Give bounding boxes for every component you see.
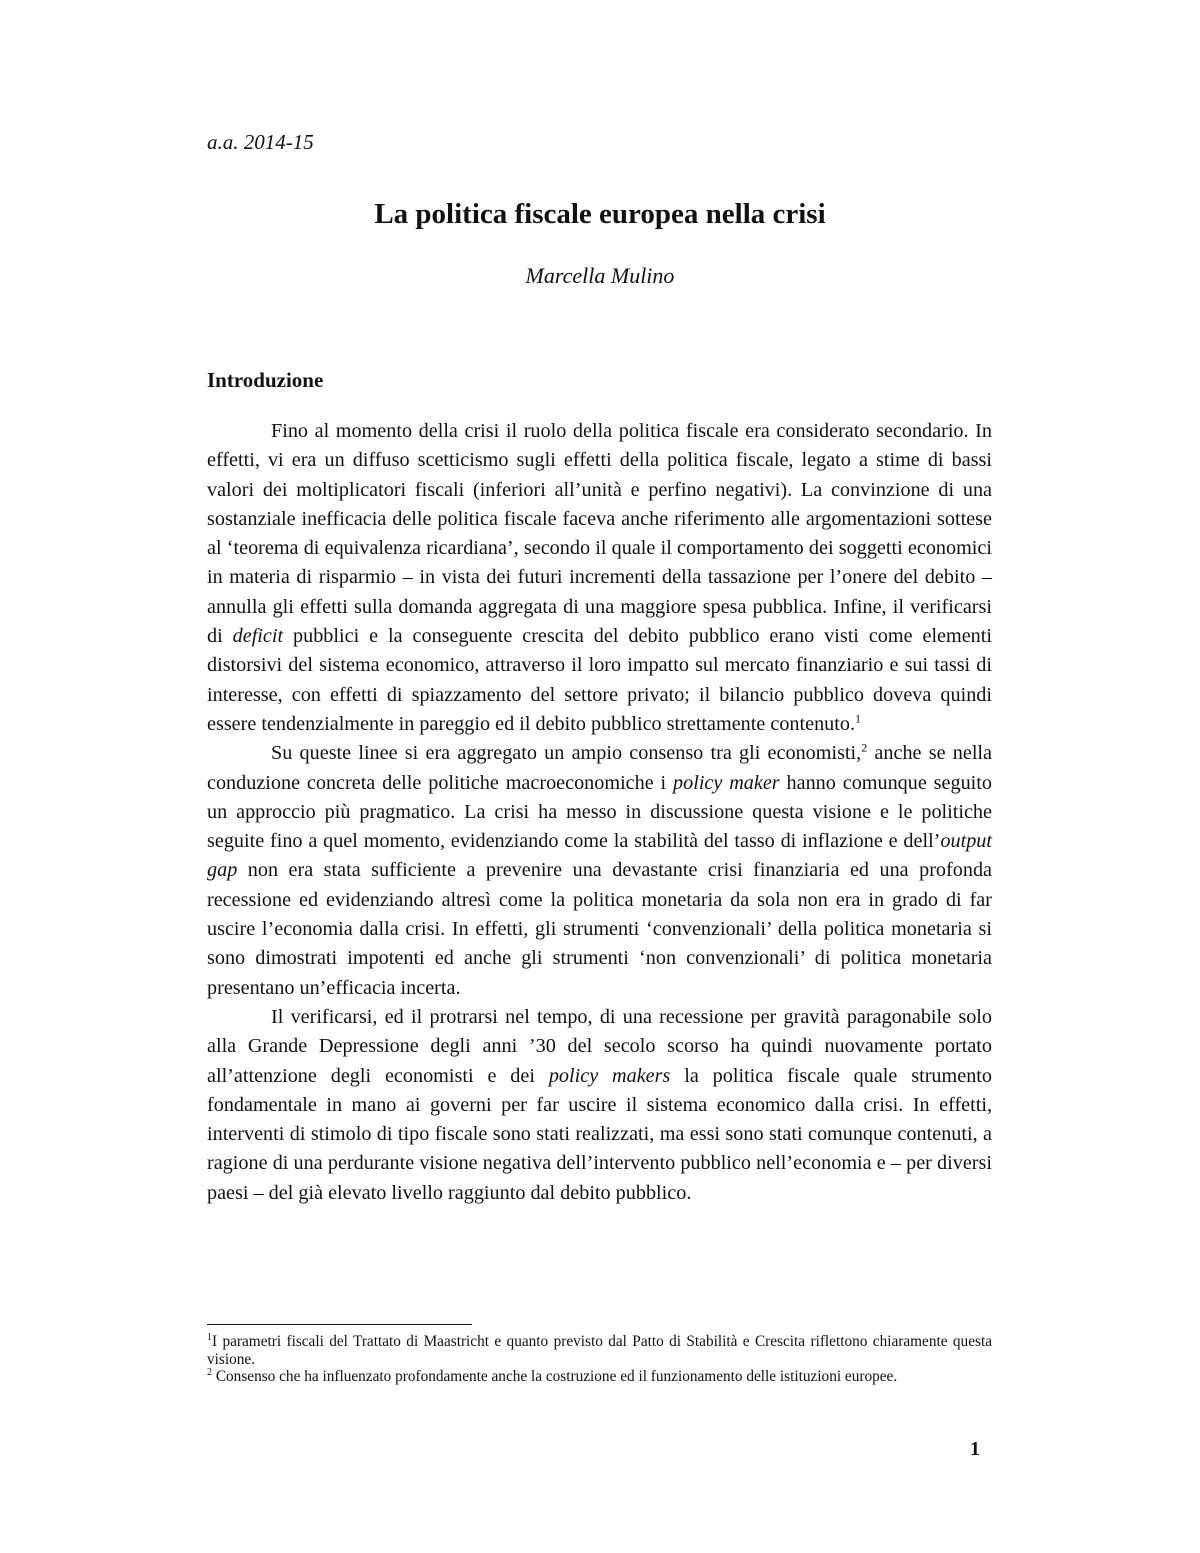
paragraph-3: Il verificarsi, ed il protrarsi nel tempo, di una recessione per gravità paragonabile solo alla Grande Depressione degli anni ’30 del secolo scorso ha quindi nuovamente portato all’attenzione degli economisti e dei policy makers la politica fiscale quale strumento fondamentale in mano ai governi per far uscire il sistema economico dalla crisi. In effetti, interventi di stimolo di tipo fiscale sono stati realizzati, ma essi sono stati comunque contenuti, a ragione di una perdurante visione negativa dell’intervento pubblico nell’economia e – per diversi paesi – del già elevato livello raggiunto dal debito pubblico. bbox=[207, 1005, 992, 1204]
emphasis-deficit: deficit bbox=[232, 625, 284, 648]
footnote-divider bbox=[207, 1324, 472, 1325]
paragraph-1: Fino al momento della crisi il ruolo della politica fiscale era considerato secondario. In effetti, vi era un diffuso scetticismo sugli effetti della politica fiscale, legato a stime di bassi valori dei moltiplicatori fiscali (inferiori all’unità e perfino negativi). La convinzione di una sostanziale inefficacia delle politica fiscale faceva anche riferimento alle argomentazioni sottese al ‘teorema di equivalenza ricardiana’, secondo il quale il comportamento dei soggetti economici in materia di risparmio – in vista dei futuri incrementi della tassazione per l’onere del debito – annulla gli effetti sulla domanda aggregata di una maggiore spesa pubblica. Infine, il verificarsi di deficit pubblici e la conseguente crescita del debito pubblico erano visti come elementi distorsivi del sistema economico, attraverso il loro impatto sul mercato finanziario e sui tassi di interesse, con effetti di spiazzamento del settore privato; il bilancio pubblico doveva quindi essere tendenzialmente in pareggio ed il debito pubblico strettamente contenuto.$^1$ bbox=[207, 420, 992, 735]
emphasis-policy-maker: policy maker bbox=[673, 771, 780, 794]
academic-year: a.a. 2014-15 bbox=[207, 130, 314, 154]
footnote-number-2: 2 bbox=[207, 1366, 212, 1378]
emphasis-policy-makers: policy makers bbox=[548, 1064, 671, 1087]
footnotes bbox=[207, 1333, 992, 1386]
author-name: Marcella Mulino bbox=[525, 263, 675, 288]
document-title: La politica fiscale europea nella crisi bbox=[374, 198, 826, 230]
emphasis-output-gap: output gap bbox=[207, 830, 992, 882]
body-text bbox=[207, 417, 992, 1208]
footnote-2: $^2$ Consenso che ha influenzato profondamente anche la costruzione ed il funzionamento delle istituzioni europee. bbox=[207, 1366, 898, 1385]
page-number: 1 bbox=[970, 1438, 980, 1460]
footnote-1: $^1$I parametri fiscali del Trattato di Maastricht e quanto previsto dal Patto di Stabilità e Crescita riflettono chiaramente questa visione. bbox=[207, 1331, 992, 1368]
footnote-ref-2[interactable]: 2 bbox=[861, 740, 868, 755]
footnote-number-1: 1 bbox=[207, 1331, 212, 1343]
footnote-ref-1[interactable]: 1 bbox=[855, 711, 862, 726]
section-heading: Introduzione bbox=[207, 368, 324, 392]
paragraph-2: Su queste linee si era aggregato un ampio consenso tra gli economisti,$^2$ anche se nella conduzione concreta delle politiche macroeconomiche i policy maker hanno comunque seguito un approccio più pragmatico. La crisi ha messo in discussione questa visione e le politiche seguite fino a quel momento, evidenziando come la stabilità del tasso di inflazione e dell’output gap non era stata sufficiente a prevenire una devastante crisi finanziaria ed una profonda recessione ed evidenziando altresì come la politica monetaria da sola non era in grado di far uscire l’economia dalla crisi. In effetti, gli strumenti ‘convenzionali’ della politica monetaria si sono dimostrati impotenti ed anche gli strumenti ‘non convenzionali’ di politica monetaria presentano un’efficacia incerta. bbox=[207, 740, 992, 999]
